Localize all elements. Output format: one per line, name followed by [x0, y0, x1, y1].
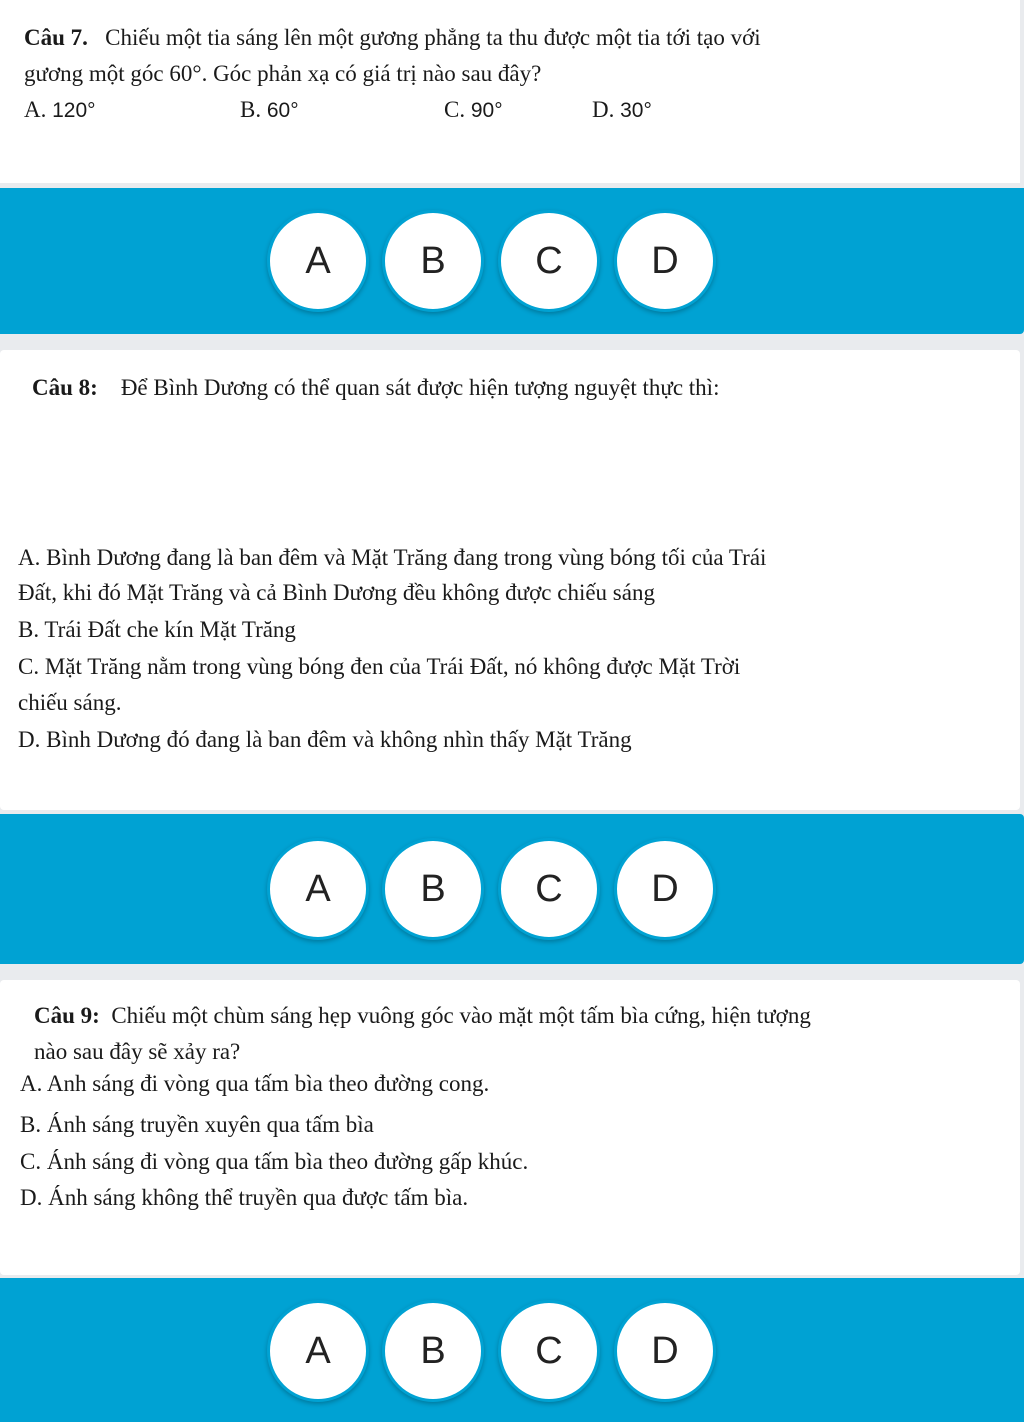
question-9-line-1	[34, 1002, 811, 1030]
question-8-number: Câu 8:	[32, 375, 98, 400]
question-7-option-b: B. 60°	[240, 97, 299, 122]
question-7-option-d: D. 30°	[592, 97, 652, 122]
q9-answer-button-d[interactable]: D	[614, 1300, 716, 1402]
question-8-option-d: D. Bình Dương đó đang là ban đêm và không nhìn thấy Mặt Trăng	[18, 727, 632, 752]
q8-answer-button-b[interactable]: B	[382, 838, 484, 940]
question-9-line-2: nào sau đây sẽ xảy ra?	[34, 1039, 241, 1064]
question-9-card	[0, 980, 1020, 1275]
question-8-line-1	[32, 374, 719, 402]
question-9-text-1: Chiếu một chùm sáng hẹp vuông góc vào mặt một tấm bìa cứng, hiện tượng	[111, 1003, 811, 1028]
q8-answer-button-d[interactable]: D	[614, 838, 716, 940]
q8-answer-button-a[interactable]: A	[267, 838, 369, 940]
q7-answer-button-a[interactable]: A	[267, 210, 369, 312]
question-8-text: Để Bình Dương có thể quan sát được hiện tượng nguyệt thực thì:	[120, 375, 720, 400]
question-8-option-b: B. Trái Đất che kín Mặt Trăng	[18, 617, 296, 642]
question-7-text-1: Chiếu một tia sáng lên một gương phẳng ta thu được một tia tới tạo với	[105, 25, 761, 50]
q8-answer-button-c[interactable]: C	[498, 838, 600, 940]
question-9-option-c: C. Ánh sáng đi vòng qua tấm bìa theo đường gấp khúc.	[20, 1149, 529, 1174]
question-7-card	[0, 0, 1020, 183]
question-8-option-c-line-2: chiếu sáng.	[18, 690, 122, 715]
q9-answer-button-a[interactable]: A	[267, 1300, 369, 1402]
question-7-option-a: A. 120°	[24, 97, 96, 122]
q9-answer-button-b[interactable]: B	[382, 1300, 484, 1402]
question-9-option-d: D. Ánh sáng không thể truyền qua được tấm bìa.	[20, 1185, 469, 1210]
q7-answer-button-c[interactable]: C	[498, 210, 600, 312]
question-8-option-a-line-1: A. Bình Dương đang là ban đêm và Mặt Trăng đang trong vùng bóng tối của Trái	[18, 545, 767, 570]
q9-answer-button-c[interactable]: C	[498, 1300, 600, 1402]
question-9-number: Câu 9:	[34, 1003, 100, 1028]
question-8-option-c-line-1: C. Mặt Trăng nằm trong vùng bóng đen của Trái Đất, nó không được Mặt Trời	[18, 654, 741, 679]
question-7-line-1	[24, 24, 761, 52]
q7-answer-button-d[interactable]: D	[614, 210, 716, 312]
question-7-number: Câu 7.	[24, 25, 88, 50]
question-8-card	[0, 350, 1020, 810]
question-9-option-a: A. Anh sáng đi vòng qua tấm bìa theo đường cong.	[20, 1071, 490, 1096]
question-9-option-b: B. Ánh sáng truyền xuyên qua tấm bìa	[20, 1112, 374, 1137]
question-7-line-2: gương một góc 60°. Góc phản xạ có giá trị nào sau đây?	[24, 61, 542, 86]
question-7-option-c: C. 90°	[444, 97, 503, 122]
q7-answer-button-b[interactable]: B	[382, 210, 484, 312]
question-8-option-a-line-2: Đất, khi đó Mặt Trăng và cả Bình Dương đều không được chiếu sáng	[18, 580, 655, 605]
